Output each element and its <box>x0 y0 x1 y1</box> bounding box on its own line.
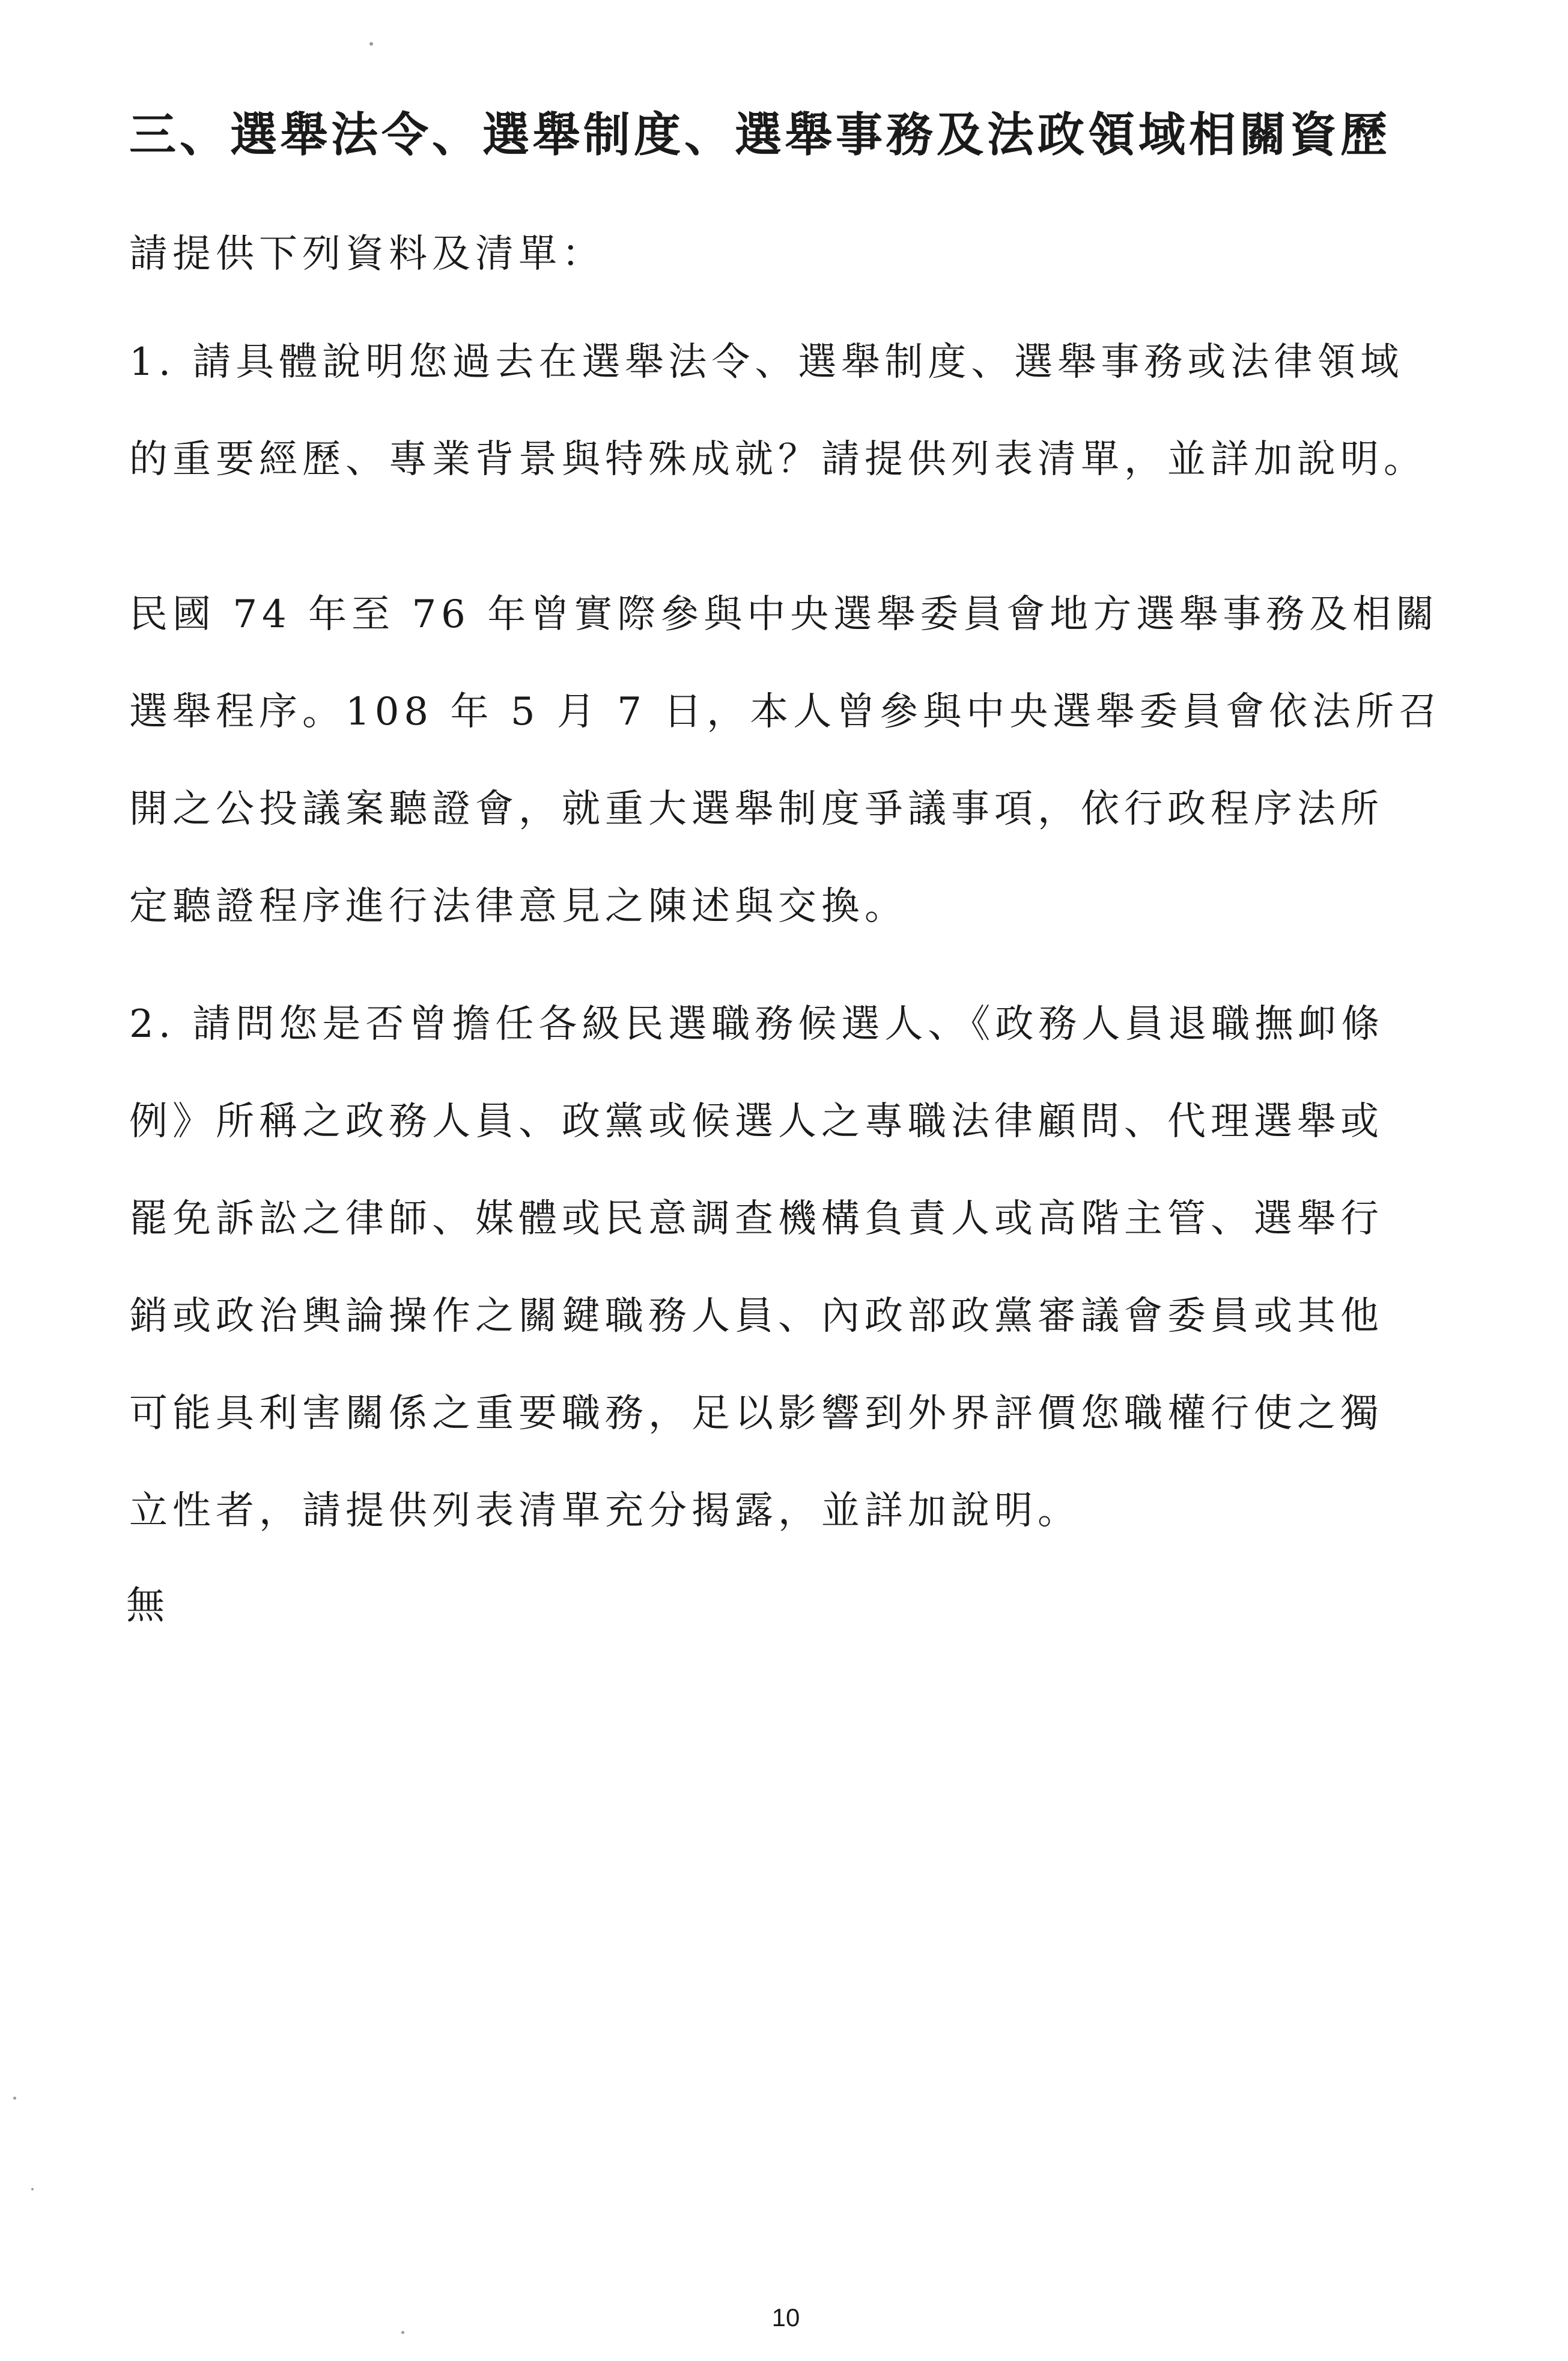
question-2-line: 罷免訴訟之律師、媒體或民意調查機構負責人或高階主管、選舉行 <box>129 1197 1384 1241</box>
answer-2: 無 <box>126 1584 165 1628</box>
answer-1-line: 開之公投議案聽證會，就重大選舉制度爭議事項，依行政程序法所 <box>129 787 1384 831</box>
question-1-line: 1. 請具體說明您過去在選舉法令、選舉制度、選舉事務或法律領域 <box>129 340 1404 384</box>
question-2-line: 2. 請問您是否曾擔任各級民選職務候選人、《政務人員退職撫卹條 <box>129 1002 1385 1047</box>
question-2 <box>129 991 1439 1575</box>
answer-1-line: 民國 74 年至 76 年曾實際參與中央選舉委員會地方選舉事務及相關 <box>129 592 1439 637</box>
scan-speck <box>401 2331 404 2334</box>
answer-1 <box>129 582 1442 971</box>
scan-speck <box>369 42 373 46</box>
question-2-line: 例》所稱之政務人員、政黨或候選人之專職法律顧問、代理選舉或 <box>129 1099 1384 1144</box>
question-1-line: 的重要經歷、專業背景與特殊成就？請提供列表清單，並詳加說明。 <box>129 437 1427 482</box>
question-2-line: 可能具利害關係之重要職務，足以影響到外界評價您職權行使之獨 <box>129 1391 1384 1436</box>
intro-instruction: 請提供下列資料及清單： <box>129 232 605 276</box>
section-heading: 三、選舉法令、選舉制度、選舉事務及法政領域相關資歷 <box>129 108 1391 162</box>
scan-speck <box>13 2097 16 2100</box>
page-number: 10 <box>771 2303 800 2332</box>
question-2-line: 銷或政治輿論操作之關鍵職務人員、內政部政黨審議會委員或其他 <box>129 1294 1384 1339</box>
question-1 <box>129 329 1439 524</box>
answer-1-line: 選舉程序。108 年 5 月 7 日，本人曾參與中央選舉委員會依法所召 <box>129 690 1442 734</box>
answer-1-line: 定聽證程序進行法律意見之陳述與交換。 <box>129 884 908 929</box>
question-2-line: 立性者，請提供列表清單充分揭露，並詳加說明。 <box>129 1489 1081 1533</box>
scan-speck <box>31 2188 34 2190</box>
